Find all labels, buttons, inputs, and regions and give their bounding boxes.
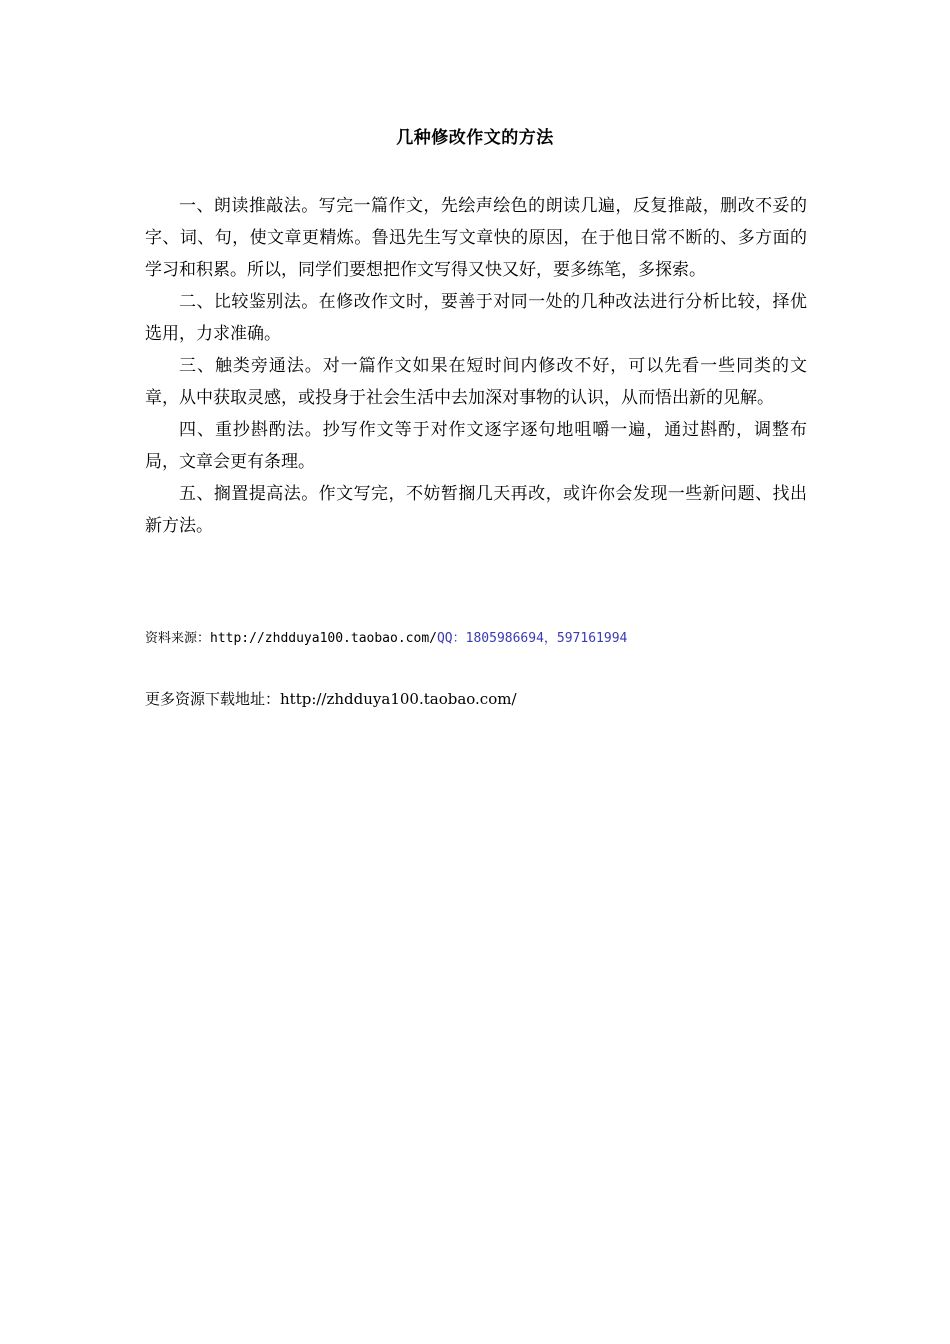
document-title: 几种修改作文的方法 xyxy=(396,128,554,148)
paragraph-reading-method: 一、朗读推敲法。写完一篇作文，先绘声绘色的朗读几遍，反复推敲，删改不妥的字、词、句，使文章更精炼。鲁迅先生写文章快的原因，在于他日常不断的、多方面的学习和积累。所以，同学们要想把作文写得又快又好，要多练笔，多探索。 xyxy=(145,196,807,280)
paragraph-comparison-method: 二、比较鉴别法。在修改作文时，要善于对同一处的几种改法进行分析比较，择优选用，力求准确。 xyxy=(145,292,807,344)
paragraph-recopy-method: 四、重抄斟酌法。抄写作文等于对作文逐字逐句地咀嚼一遍，通过斟酌，调整布局，文章会更有条理。 xyxy=(145,420,807,472)
download-address[interactable]: 更多资源下载地址：http://zhdduya100.taobao.com/ xyxy=(145,690,517,708)
source-line xyxy=(145,629,845,649)
paragraph-analogy-method: 三、触类旁通法。对一篇作文如果在短时间内修改不好，可以先看一些同类的文章，从中获取灵感，或投身于社会生活中去加深对事物的认识，从而悟出新的见解。 xyxy=(145,356,807,408)
paragraph-set-aside-method: 五、搁置提高法。作文写完，不妨暂搁几天再改，或许你会发现一些新问题、找出新方法。 xyxy=(145,484,807,536)
source-url[interactable]: 资料来源：http://zhdduya100.taobao.com/ xyxy=(145,631,437,646)
qq-contact[interactable]: QQ：1805986694，597161994 xyxy=(436,631,628,646)
document-body xyxy=(145,190,807,542)
